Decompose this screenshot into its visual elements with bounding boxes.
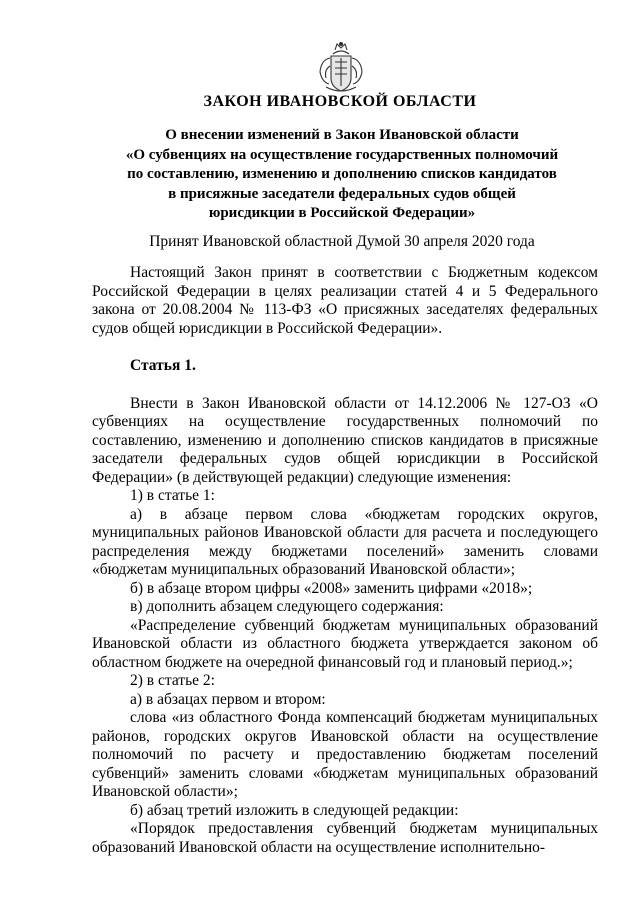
subtitle-line: «О субвенциях на осуществление государственных полномочий [125,146,559,163]
article-paragraph: б) абзац третий изложить в следующей редакции: [130,801,459,819]
article-paragraph: слова «из областного Фонда компенсаций бюджетам муниципальных районов, городских округов Ивановской области на осуществление полномочий по расчету и предоставлению бюджетам поселений субвенций» заменить словами «бюджетам муниципальных образований Ивановской области»; [92,709,598,800]
subtitle-line: О внесении изменений в Закон Ивановской области [165,127,519,143]
subtitle-line: в присяжные заседатели федеральных судов общей [168,185,516,202]
adoption-date-line: Принят Ивановской областной Думой 30 апреля 2020 года [149,233,535,250]
article-paragraph: Внести в Закон Ивановской области от 14.12.2006 № 127-ОЗ «О субвенциях на осуществление государственных полномочий по составлению, изменению и дополнению списков кандидатов в присяжные заседатели федеральных судов общей юрисдикции в Российской Федерации» (в действующей редакции) следующие изменения: [92,394,598,486]
article-paragraph: «Порядок предоставления субвенций бюджетам муниципальных образований Ивановской области на осуществление исполнительно- [92,820,598,856]
article-paragraph: 1) в статье 1: [130,487,215,504]
law-body [92,264,598,857]
law-subtitle [92,126,592,224]
article-paragraph: в) дополнить абзацем следующего содержания: [130,598,444,615]
coat-of-arms-emblem [316,40,366,96]
subtitle-line: юрисдикции в Российской Федерации» [208,205,476,221]
preamble-paragraph: Настоящий Закон принят в соответствии с Бюджетным кодексом Российской Федерации в целях реализации статей 4 и 5 Федерального закона от 20.08.2004 № 113-ФЗ «О присяжных заседателях федеральных судов общей юрисдикции в Российской Федерации». [92,264,598,337]
article-paragraph: а) в абзацах первом и втором: [130,690,326,708]
article-paragraph: 2) в статье 2: [130,672,215,689]
article-paragraph: а) в абзаце первом слова «бюджетам городских округов, муниципальных районов Ивановской области для расчета и последующего распределения между бюджетами поселений» заменить словами «бюджетам муниципальных образований Ивановской области»; [92,505,598,578]
law-title: ЗАКОН ИВАНОВСКОЙ ОБЛАСТИ [203,93,477,110]
article-paragraph: б) в абзаце втором цифры «2008» заменить цифрами «2018»; [130,579,533,597]
article-paragraph: «Распределение субвенций бюджетам муниципальных образований Ивановской области из областного бюджета утверждается законом об областном бюджете на очередной финансовый год и плановый период.»; [92,616,598,671]
subtitle-line: по составлению, изменению и дополнению списков кандидатов [127,166,557,182]
article-heading: Статья 1. [130,357,196,374]
